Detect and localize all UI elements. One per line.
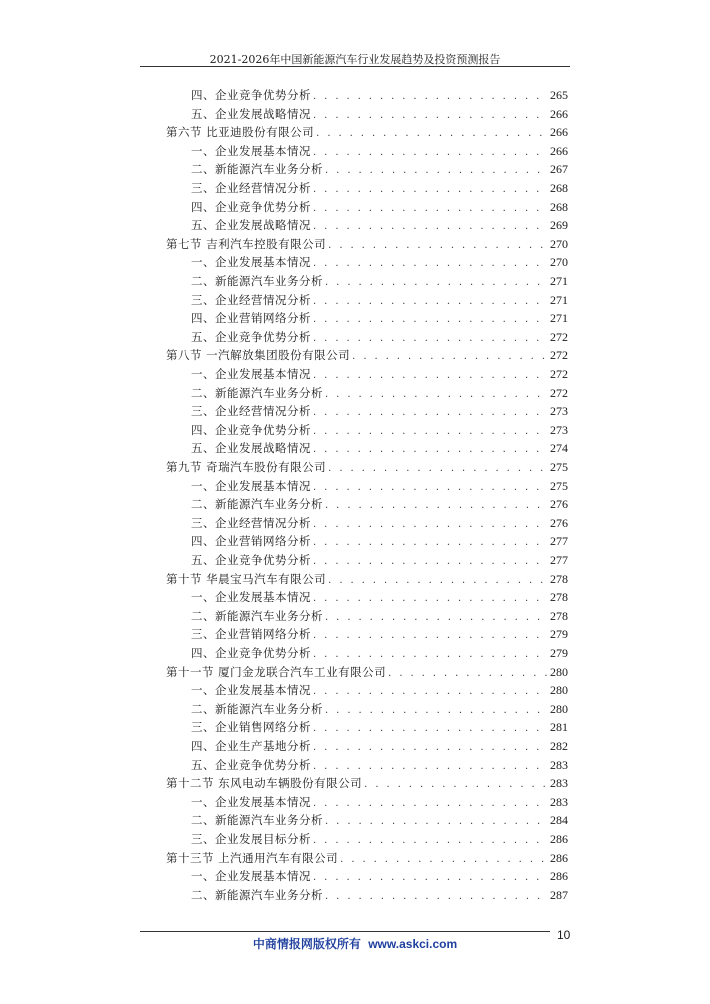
toc-entry-label: 四、企业竞争优势分析 [191,199,311,214]
toc-entry-label: 第十三节 上汽通用汽车有限公司 [166,850,339,865]
toc-subsection-entry[interactable] [191,217,568,233]
toc-entry-page: 279 [550,646,568,660]
toc-leader-dots [313,480,548,496]
toc-leader-dots [325,275,548,291]
toc-entry-label: 一、企业发展基本情况 [191,869,311,884]
toc-entry-page: 280 [550,701,568,716]
toc-entry-page: 284 [550,813,568,828]
toc-subsection-entry[interactable] [191,626,568,642]
toc-entry-page: 272 [550,329,568,344]
toc-entry-page: 272 [550,385,568,400]
toc-entry-page: 267 [550,162,568,177]
toc-entry-page: 278 [550,608,568,623]
toc-entry-label: 二、新能源汽车业务分析 [191,385,323,400]
toc-entry-label: 一、企业发展基本情况 [191,255,311,270]
toc-entry-label: 五、企业竞争优势分析 [191,757,311,772]
toc-entry-page: 273 [550,422,568,437]
toc-subsection-entry[interactable] [191,757,568,773]
toc-leader-dots [313,796,548,812]
toc-leader-dots [313,721,548,737]
footer-copyright-text: 中商情报网版权所有 [252,937,361,951]
toc-leader-dots [328,238,548,254]
toc-subsection-entry[interactable] [191,422,568,438]
toc-leader-dots [313,294,548,310]
page-number: 10 [557,928,571,942]
toc-subsection-entry[interactable] [191,496,568,512]
toc-entry-page: 266 [550,143,568,158]
toc-leader-dots [313,517,548,533]
toc-leader-dots [325,814,548,830]
toc-entry-label: 四、企业营销网络分析 [191,534,311,549]
toc-subsection-entry[interactable] [191,254,568,270]
toc-leader-dots [313,368,548,384]
toc-entry-page: 283 [550,794,568,809]
toc-leader-dots [313,108,548,124]
toc-entry-label: 四、企业生产基地分析 [191,739,311,753]
toc-leader-dots [313,535,548,551]
toc-entry-page: 271 [550,311,568,326]
toc-section-entry[interactable] [166,347,568,363]
toc-leader-dots [313,331,548,347]
toc-subsection-entry[interactable] [191,478,568,494]
toc-subsection-entry[interactable] [191,515,568,531]
toc-entry-page: 271 [550,292,568,307]
toc-subsection-entry[interactable] [191,403,568,419]
report-title: 2021-2026年中国新能源汽车行业发展趋势及投资预测报告 [209,53,501,66]
toc-entry-label: 三、企业经营情况分析 [191,404,311,419]
toc-leader-dots [313,312,548,328]
toc-subsection-entry[interactable] [191,719,568,735]
toc-leader-dots [325,703,548,719]
toc-leader-dots [313,405,548,421]
toc-subsection-entry[interactable] [191,794,568,810]
toc-subsection-entry[interactable] [191,385,568,401]
toc-entry-label: 第六节 比亚迪股份有限公司 [166,125,315,140]
toc-leader-dots [313,201,548,217]
toc-entry-page: 268 [550,181,568,195]
toc-entry-page: 272 [550,348,568,363]
toc-leader-dots [325,387,548,403]
toc-entry-page: 271 [550,274,568,288]
toc-section-entry[interactable] [166,850,568,866]
toc-subsection-entry[interactable] [191,106,568,122]
toc-entry-page: 286 [550,832,568,846]
toc-subsection-entry[interactable] [191,589,568,605]
toc-subsection-entry[interactable] [191,310,568,326]
toc-subsection-entry[interactable] [191,161,568,177]
toc-entry-label: 二、新能源汽车业务分析 [191,274,323,288]
toc-subsection-entry[interactable] [191,273,568,289]
toc-leader-dots [316,126,548,142]
toc-leader-dots [313,145,548,161]
toc-leader-dots [313,219,548,235]
toc-subsection-entry[interactable] [191,440,568,456]
toc-leader-dots [313,740,548,756]
toc-leader-dots [352,349,548,365]
toc-entry-page: 270 [550,255,568,270]
toc-subsection-entry[interactable] [191,701,568,717]
toc-entry-label: 五、企业发展战略情况 [191,106,311,121]
toc-subsection-entry[interactable] [191,738,568,754]
toc-entry-page: 286 [550,850,568,865]
toc-subsection-entry[interactable] [191,608,568,624]
toc-section-entry[interactable] [166,459,568,475]
toc-subsection-entry[interactable] [191,199,568,215]
toc-entry-label: 四、企业营销网络分析 [191,311,311,326]
toc-entry-label: 第七节 吉利汽车控股有限公司 [166,236,327,251]
toc-entry-page: 270 [550,236,568,251]
toc-entry-label: 一、企业发展基本情况 [191,478,311,493]
toc-entry-page: 281 [550,720,568,735]
toc-entry-label: 第十一节 厦门金龙联合汽车工业有限公司 [166,664,387,679]
toc-entry-label: 一、企业发展基本情况 [191,590,311,605]
toc-entry-page: 268 [550,199,568,214]
toc-leader-dots [313,256,548,272]
toc-entry-label: 五、企业竞争优势分析 [191,553,311,567]
toc-entry-label: 二、新能源汽车业务分析 [191,608,323,623]
toc-leader-dots [325,889,548,905]
toc-entry-label: 一、企业发展基本情况 [191,367,311,381]
toc-entry-label: 二、新能源汽车业务分析 [191,887,323,902]
toc-entry-label: 二、新能源汽车业务分析 [191,813,323,828]
footer-divider [140,931,550,932]
toc-entry-label: 三、企业发展目标分析 [191,832,311,846]
toc-subsection-entry[interactable] [191,292,568,308]
toc-subsection-entry[interactable] [191,552,568,568]
toc-entry-page: 266 [550,125,568,140]
toc-entry-page: 273 [550,404,568,419]
toc-leader-dots [313,89,548,105]
toc-section-entry[interactable] [166,664,568,680]
header-divider [140,66,570,67]
toc-leader-dots [325,163,548,179]
toc-entry-label: 四、企业竞争优势分析 [191,422,311,437]
toc-leader-dots [313,554,548,570]
toc-section-entry[interactable] [166,236,568,252]
toc-entry-label: 三、企业销售网络分析 [191,720,311,735]
toc-entry-label: 第十二节 东风电动车辆股份有限公司 [166,776,363,791]
footer-copyright [0,935,710,952]
toc-entry-page: 283 [550,776,568,791]
toc-entry-page: 276 [550,515,568,530]
toc-leader-dots [313,591,548,607]
toc-subsection-entry[interactable] [191,366,568,382]
toc-entry-page: 275 [550,460,568,474]
toc-subsection-entry[interactable] [191,682,568,698]
toc-entry-label: 一、企业发展基本情况 [191,683,311,698]
toc-entry-label: 五、企业发展战略情况 [191,218,311,233]
toc-entry-label: 第十节 华晨宝马汽车有限公司 [166,571,327,586]
toc-entry-label: 第八节 一汽解放集团股份有限公司 [166,348,351,363]
toc-entry-page: 265 [550,88,568,102]
toc-entry-label: 三、企业营销网络分析 [191,627,311,642]
toc-leader-dots [388,666,548,682]
toc-leader-dots [313,759,548,775]
toc-leader-dots [313,628,548,644]
toc-entry-label: 四、企业竞争优势分析 [191,646,311,660]
toc-entry-page: 280 [550,664,568,679]
toc-entry-label: 三、企业经营情况分析 [191,292,311,307]
toc-entry-page: 275 [550,478,568,493]
toc-subsection-entry[interactable] [191,329,568,345]
toc-entry-page: 286 [550,869,568,884]
toc-entry-page: 282 [550,739,568,753]
toc-leader-dots [313,182,548,198]
toc-entry-label: 二、新能源汽车业务分析 [191,497,323,512]
toc-entry-page: 279 [550,627,568,642]
toc-leader-dots [313,424,548,440]
toc-entry-page: 272 [550,367,568,381]
toc-leader-dots [313,442,548,458]
toc-subsection-entry[interactable] [191,887,568,903]
toc-subsection-entry[interactable] [191,831,568,847]
toc-entry-page: 266 [550,106,568,121]
toc-entry-label: 二、新能源汽车业务分析 [191,701,323,716]
toc-entry-label: 五、企业竞争优势分析 [191,329,311,344]
toc-entry-label: 二、新能源汽车业务分析 [191,162,323,177]
toc-entry-label: 三、企业经营情况分析 [191,515,311,530]
toc-entry-label: 四、企业竞争优势分析 [191,88,311,102]
toc-leader-dots [364,777,548,793]
toc-entry-page: 283 [550,757,568,772]
toc-entry-label: 第九节 奇瑞汽车股份有限公司 [166,460,327,474]
toc-leader-dots [313,684,548,700]
toc-entry-page: 276 [550,497,568,512]
toc-entry-label: 一、企业发展基本情况 [191,143,311,158]
toc-leader-dots [325,498,548,514]
toc-entry-page: 280 [550,683,568,698]
toc-entry-page: 287 [550,887,568,902]
toc-leader-dots [313,833,548,849]
toc-subsection-entry[interactable] [191,868,568,884]
footer-url[interactable]: www.askci.com [368,937,458,951]
toc-subsection-entry[interactable] [191,645,568,661]
toc-leader-dots [325,610,548,626]
toc-entry-label: 三、企业经营情况分析 [191,181,311,195]
toc-leader-dots [328,461,548,477]
toc-entry-label: 一、企业发展基本情况 [191,794,311,809]
toc-leader-dots [313,870,548,886]
toc-entry-page: 278 [550,590,568,605]
toc-entry-page: 277 [550,553,568,567]
toc-entry-page: 278 [550,571,568,586]
toc-leader-dots [328,573,548,589]
toc-section-entry[interactable] [166,571,568,587]
toc-subsection-entry[interactable] [191,180,568,196]
toc-entry-page: 274 [550,441,568,456]
toc-subsection-entry[interactable] [191,533,568,549]
toc-entry-page: 269 [550,218,568,233]
toc-leader-dots [340,852,548,868]
toc-subsection-entry[interactable] [191,143,568,159]
toc-section-entry[interactable] [166,124,568,140]
toc-subsection-entry[interactable] [191,87,568,103]
toc-section-entry[interactable] [166,775,568,791]
toc-leader-dots [313,647,548,663]
toc-entry-label: 五、企业发展战略情况 [191,441,311,456]
toc-entry-page: 277 [550,534,568,549]
toc-subsection-entry[interactable] [191,812,568,828]
